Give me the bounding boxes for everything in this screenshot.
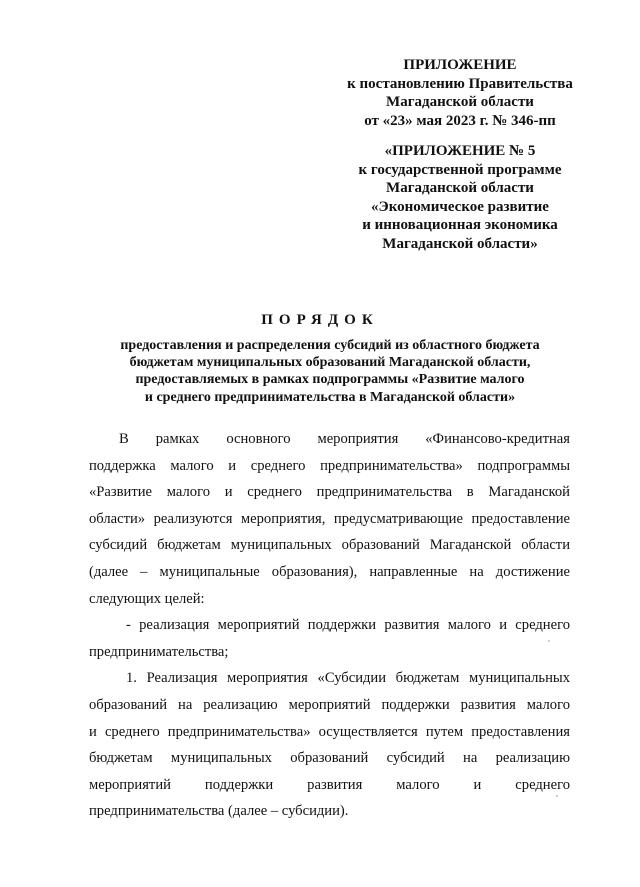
document-body — [89, 426, 570, 825]
header-spacer — [330, 130, 590, 142]
body-line: бюджетам муниципальных образований субсидий на реализацию — [89, 750, 570, 767]
appendix-line: «Экономическое развитие — [371, 198, 549, 215]
body-line: области» реализуются мероприятия, предусматривающие предоставление — [89, 510, 570, 527]
appendix-line: к государственной программе — [358, 161, 562, 178]
body-line: 1. Реализация мероприятия «Субсидии бюджетам муниципальных — [126, 670, 570, 687]
subtitle-line: предоставляемых в рамках подпрограммы «Развитие малого — [135, 372, 525, 388]
subtitle-line: бюджетам муниципальных образований Магаданской области, — [129, 355, 531, 371]
body-line: образований на реализацию мероприятий поддержки развития малого — [89, 696, 570, 713]
body-line: В рамках основного мероприятия «Финансово-кредитная — [119, 431, 570, 447]
appendix-line: Магаданской области — [386, 180, 534, 196]
appendix-line: Магаданской области» — [382, 235, 538, 252]
body-line: и среднего предпринимательства» осуществляется путем предоставления — [89, 723, 570, 740]
body-line: субсидий бюджетам муниципальных образований Магаданской области — [89, 537, 570, 554]
document-title: ПОРЯДОК — [261, 312, 379, 328]
subtitle-line: предоставления и распределения субсидий из областного бюджета — [120, 338, 540, 353]
document-subtitle — [60, 337, 600, 406]
body-line: поддержка малого и среднего предпринимательства» подпрограммы — [89, 457, 570, 474]
appendix-line: Магаданской области — [386, 94, 534, 110]
appendix-line: к постановлению Правительства — [347, 75, 573, 92]
body-line: предпринимательства; — [89, 643, 229, 660]
body-line: следующих целей: — [89, 590, 205, 607]
scan-speck — [548, 640, 550, 642]
body-line: «Развитие малого и среднего предпринимательства в Магаданской — [89, 484, 570, 501]
body-line: (далее – муниципальные образования), направленные на достижение — [89, 563, 570, 580]
body-line: предпринимательства (далее – субсидии). — [89, 803, 349, 820]
scan-speck — [556, 795, 558, 797]
appendix-header — [330, 56, 590, 253]
body-line: мероприятий поддержки развития малого и среднего — [89, 776, 570, 793]
appendix5-title: «ПРИЛОЖЕНИЕ № 5 — [384, 143, 536, 159]
appendix-title: ПРИЛОЖЕНИЕ — [403, 57, 517, 73]
appendix-date-line: от «23» мая 2023 г. № 346-пп — [364, 112, 556, 129]
body-line: - реализация мероприятий поддержки развития малого и среднего — [126, 617, 570, 634]
subtitle-line: и среднего предпринимательства в Магаданской области» — [144, 389, 516, 405]
appendix-line: и инновационная экономика — [362, 217, 558, 233]
